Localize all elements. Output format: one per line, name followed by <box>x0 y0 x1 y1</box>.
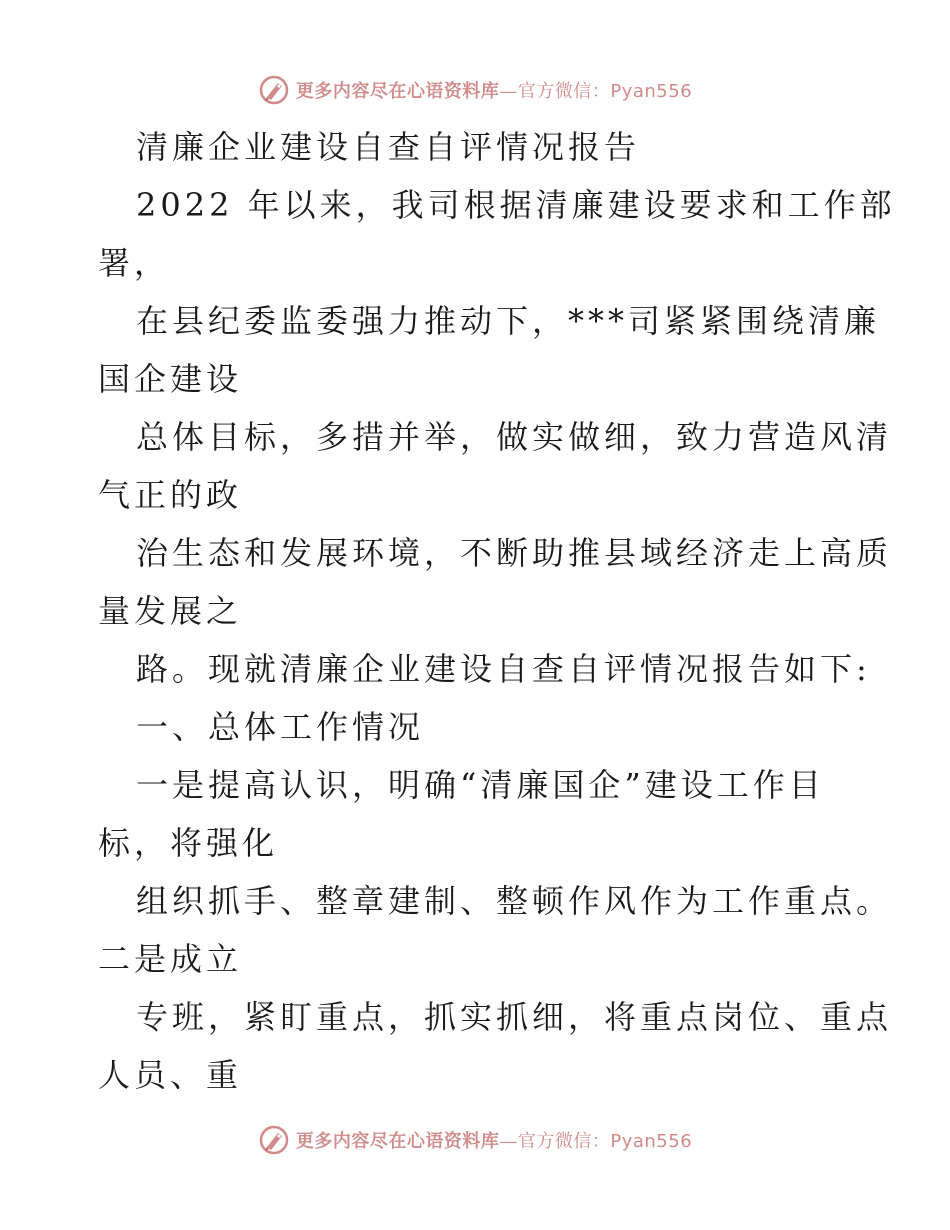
document-line: 总体目标，多措并举，做实做细，致力营造风清 <box>136 418 893 456</box>
watermark-brand: 更多内容尽在心语资料库 <box>295 81 500 102</box>
document-line: 专班，紧盯重点，抓实抓细，将重点岗位、重点 <box>136 998 893 1036</box>
document-line: 署， <box>98 244 171 282</box>
pen-nib-logo-icon <box>258 74 290 106</box>
document-line: 标，将强化 <box>98 824 279 862</box>
watermark-brand: 更多内容尽在心语资料库 <box>295 1131 500 1152</box>
document-line: 路。现就清廉企业建设自查自评情况报告如下: <box>136 650 871 688</box>
pen-nib-logo-icon <box>258 1124 290 1156</box>
document-line: 二是成立 <box>98 940 243 978</box>
watermark-text <box>296 1127 692 1153</box>
document-body <box>98 118 896 1104</box>
document-line: 组织抓手、整章建制、整顿作风作为工作重点。 <box>136 882 893 920</box>
document-line: 治生态和发展环境，不断助推县域经济走上高质 <box>136 534 893 572</box>
document-line: 气正的政 <box>98 476 243 514</box>
watermark-text <box>296 77 692 103</box>
document-line: 国企建设 <box>98 360 243 398</box>
document-line: 2022 年以来，我司根据清廉建设要求和工作部 <box>136 186 896 224</box>
document-line: 一是提高认识，明确“清廉国企”建设工作目 <box>136 766 825 804</box>
watermark-contact: 官方微信：Pyan556 <box>517 81 693 102</box>
document-line: 量发展之 <box>98 592 243 630</box>
document-line: 清廉企业建设自查自评情况报告 <box>136 128 641 166</box>
document-line: 在县纪委监委强力推动下，***司紧紧围绕清廉 <box>136 302 881 340</box>
watermark-contact: 官方微信：Pyan556 <box>517 1131 693 1152</box>
document-line: 一、总体工作情况 <box>136 708 425 746</box>
footer-watermark <box>0 1124 950 1156</box>
watermark-separator: — <box>499 1131 518 1152</box>
header-watermark <box>0 74 950 106</box>
watermark-separator: — <box>499 81 518 102</box>
document-line: 人员、重 <box>98 1056 243 1094</box>
